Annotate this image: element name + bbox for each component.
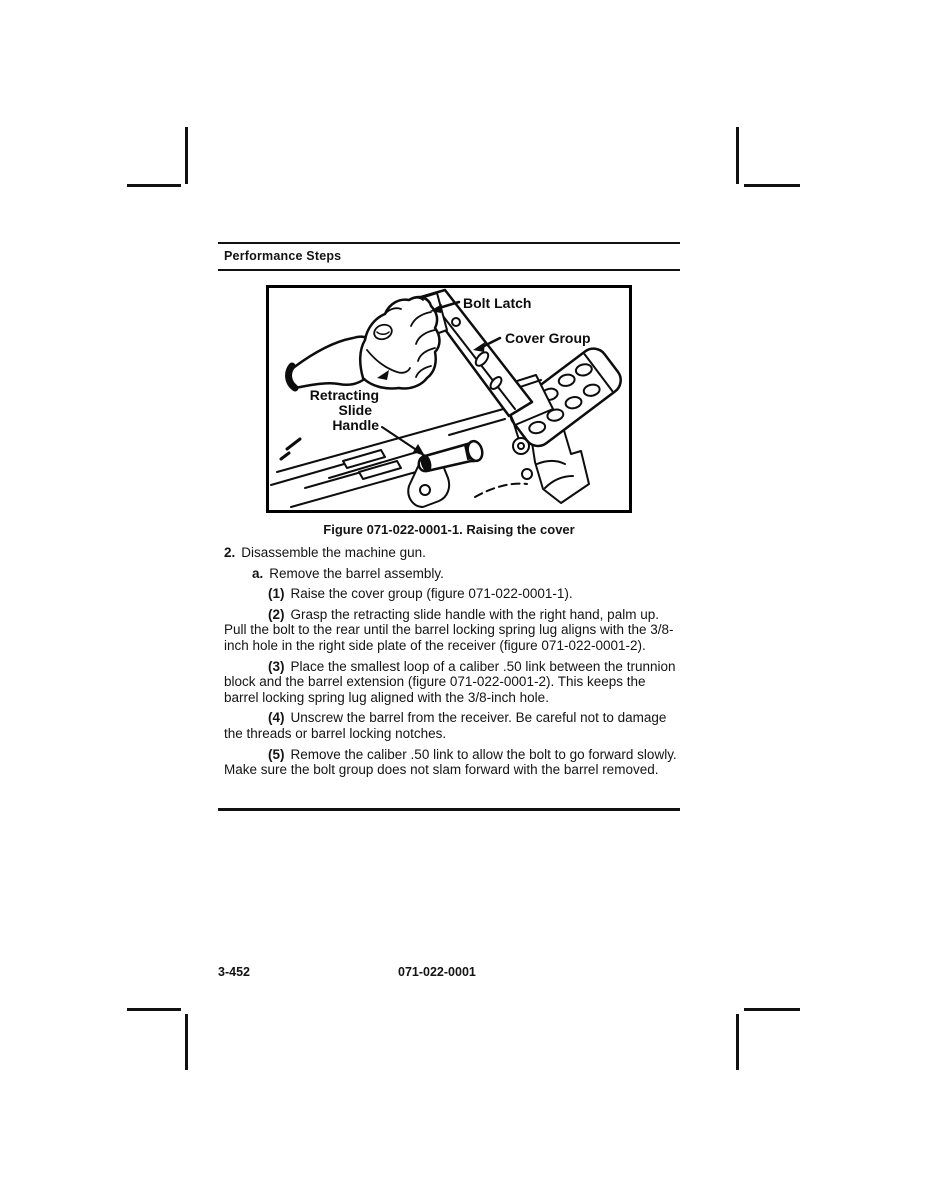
figure-illustration bbox=[269, 288, 629, 510]
step-2a-text: Remove the barrel assembly. bbox=[269, 565, 444, 581]
hand-drawing bbox=[289, 297, 440, 388]
figure-label-slide: Slide bbox=[338, 402, 372, 418]
step-2a2 bbox=[224, 607, 680, 654]
step-2 bbox=[224, 545, 680, 561]
step-2a3-text: Place the smallest loop of a caliber .50 link between the trunnion block and the barrel extension (figure 071-022-0001-2). This keeps the barrel locking spring lug aligned with the 3/8-inch hole. bbox=[224, 658, 676, 705]
crop-mark-top-right-vertical bbox=[736, 127, 739, 184]
step-2a1-text: Raise the cover group (figure 071-022-0001-1). bbox=[290, 586, 573, 602]
step-2a4-text: Unscrew the barrel from the receiver. Be careful not to damage the threads or barrel locking notches. bbox=[224, 710, 667, 741]
step-2-number: 2. bbox=[224, 545, 236, 560]
steps-text-block bbox=[218, 545, 680, 783]
figure-label-handle: Handle bbox=[332, 417, 379, 433]
step-2a3 bbox=[224, 659, 680, 706]
figure-caption: Figure 071-022-0001-1. Raising the cover bbox=[323, 522, 575, 537]
step-2a3-number: (3) bbox=[268, 658, 285, 674]
page-title: Performance Steps bbox=[224, 249, 342, 263]
step-2a5 bbox=[224, 747, 680, 778]
step-2a4-number: (4) bbox=[268, 710, 285, 726]
header-rule-top bbox=[218, 242, 680, 244]
figure-label-retracting: Retracting bbox=[309, 387, 379, 403]
figure-label-cover-group: Cover Group bbox=[505, 330, 591, 346]
crop-mark-bottom-left-horizontal bbox=[127, 1008, 181, 1011]
step-2a5-text: Remove the caliber .50 link to allow the bolt to go forward slowly. Make sure the bolt group does not slam forward with the barrel removed. bbox=[224, 746, 677, 778]
step-2a5-number: (5) bbox=[268, 746, 285, 762]
header-rule-bottom bbox=[218, 269, 680, 271]
step-2a1-number: (1) bbox=[268, 586, 285, 602]
crop-mark-top-left-vertical bbox=[185, 127, 188, 184]
step-2-text: Disassemble the machine gun. bbox=[241, 545, 426, 560]
step-2a-number: a. bbox=[252, 565, 264, 581]
receiver-drawing bbox=[271, 408, 527, 507]
crop-mark-top-right-horizontal bbox=[744, 184, 800, 187]
footer-document-number: 071-022-0001 bbox=[398, 965, 476, 979]
step-2a bbox=[252, 566, 680, 582]
section-rule-bottom bbox=[218, 808, 680, 811]
step-2a2-number: (2) bbox=[268, 606, 285, 622]
figure-label-bolt-latch: Bolt Latch bbox=[463, 295, 532, 311]
crop-mark-top-left-horizontal bbox=[127, 184, 181, 187]
crop-mark-bottom-right-vertical bbox=[736, 1014, 739, 1070]
step-2a1 bbox=[224, 586, 680, 602]
figure-frame bbox=[266, 285, 632, 513]
crop-mark-bottom-right-horizontal bbox=[744, 1008, 800, 1011]
footer-page-number: 3-452 bbox=[218, 965, 250, 979]
step-2a4 bbox=[224, 710, 680, 741]
crop-mark-bottom-left-vertical bbox=[185, 1014, 188, 1070]
step-2a2-text: Grasp the retracting slide handle with the right hand, palm up. Pull the bolt to the rear until the barrel locking spring lug aligns with the 3/8-inch hole in the right side plate of the receiver (figure 071-022-0001-2). bbox=[224, 606, 674, 653]
